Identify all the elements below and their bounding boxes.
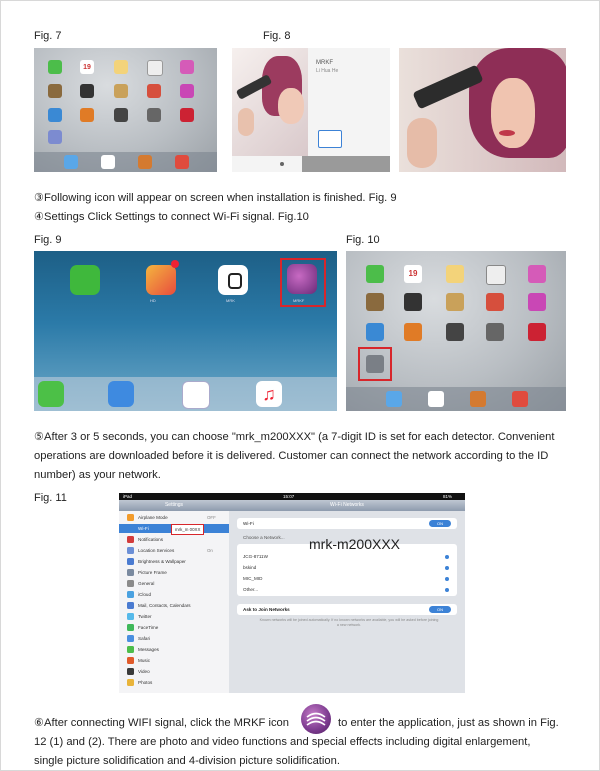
- dock: [34, 377, 337, 411]
- photos-dock-icon: [470, 391, 486, 407]
- settings-item-label: Music: [138, 658, 150, 663]
- network-row[interactable]: [243, 552, 451, 562]
- videos-app-icon: [404, 293, 422, 311]
- settings-item-value: mrk_m 00XX: [171, 524, 204, 535]
- network-row[interactable]: [243, 563, 451, 573]
- settings-item-icon: [127, 657, 134, 664]
- settings-item[interactable]: [127, 601, 191, 610]
- mrkf-app-name: MRKF: [316, 60, 333, 66]
- settings-gear-icon: [48, 130, 62, 144]
- settings-item-icon: [127, 591, 134, 598]
- contacts-app-icon: [446, 293, 464, 311]
- bottom-bar: [302, 156, 390, 172]
- settings-item-label: General: [138, 581, 155, 586]
- step5-line3: number) as your network.: [34, 469, 161, 481]
- settings-item-label: Video: [138, 669, 150, 674]
- settings-item[interactable]: [127, 590, 151, 599]
- videos-app-icon: [80, 84, 94, 98]
- messages-app-icon: [366, 265, 384, 283]
- step6-part2: to enter the application, just as shown in Fig.: [338, 717, 559, 729]
- wechat-app-icon: [70, 265, 100, 295]
- page-dot: [280, 162, 284, 166]
- settings-item[interactable]: [127, 568, 167, 577]
- settings-item-icon: [127, 679, 134, 686]
- fig8-promo-photo: [399, 48, 566, 172]
- settings-item-icon: [127, 514, 134, 521]
- settings-item-icon: [127, 613, 134, 620]
- settings-item[interactable]: [127, 623, 158, 632]
- fig9-label: Fig. 9: [34, 234, 62, 246]
- clock-app-icon: [486, 323, 504, 341]
- settings-item-icon: [127, 580, 134, 587]
- status-time: 15:07: [283, 494, 295, 499]
- settings-item-icon: [127, 547, 134, 554]
- settings-item-label: Twitter: [138, 614, 152, 619]
- fig8-label: Fig. 8: [263, 30, 291, 42]
- settings-item-label: Safari: [138, 636, 151, 641]
- mrkf-wave-icon: [301, 704, 331, 734]
- itunes-app-icon: [147, 84, 161, 98]
- dock: [34, 152, 217, 172]
- notes-app-icon: [446, 265, 464, 283]
- wifi-toggle-row[interactable]: [237, 518, 457, 529]
- step6-line3: single picture solidification and 4-division picture solidification.: [34, 755, 340, 767]
- facetime-app-icon: [366, 323, 384, 341]
- choose-network-label: Choose a Network...: [243, 535, 285, 540]
- settings-item-icon: [127, 668, 134, 675]
- ibooks-app-icon: [404, 323, 422, 341]
- settings-item[interactable]: [127, 634, 150, 643]
- settings-item-label: FaceTime: [138, 625, 159, 630]
- sidebar-title: Settings: [119, 500, 229, 511]
- microscope-icon: [228, 273, 242, 289]
- face-shape: [491, 78, 535, 148]
- network-info-icon[interactable]: [445, 588, 449, 592]
- face-shape: [278, 88, 304, 124]
- camera-app-icon: [446, 323, 464, 341]
- get-app-button[interactable]: [318, 130, 342, 148]
- wifi-networks-pane: [229, 500, 465, 693]
- music-dock-icon: ♫: [256, 381, 282, 407]
- status-bar: [119, 493, 465, 500]
- itunes-app-icon: [486, 293, 504, 311]
- settings-item-label: Picture Frame: [138, 570, 167, 575]
- music-dock-icon: [175, 155, 189, 169]
- step5-line2: operations are downloaded before it is delivered. Customer can connect the network according to the ID: [34, 450, 549, 462]
- settings-item-label: Wi-Fi: [138, 526, 149, 531]
- network-name: Other...: [243, 587, 259, 592]
- mrkf-app-caption: MRKF: [293, 298, 305, 303]
- step5-line1: ⑤After 3 or 5 seconds, you can choose "mrk_m200XXX" (a 7-digit ID is set for each detector. Convenient: [34, 431, 555, 443]
- settings-item-icon: [127, 536, 134, 543]
- network-row[interactable]: [243, 574, 451, 584]
- settings-item[interactable]: [127, 535, 163, 544]
- network-id-overlay: mrk-m200XXX: [309, 536, 401, 552]
- settings-item-icon: [127, 624, 134, 631]
- network-info-icon[interactable]: [445, 566, 449, 570]
- network-name: JCG-8711W: [243, 554, 268, 559]
- network-info-icon[interactable]: [445, 555, 449, 559]
- mrkf-app-developer: Li Hua He: [316, 68, 339, 74]
- app-icon: [528, 323, 546, 341]
- settings-item-icon: [127, 602, 134, 609]
- mrk-app-icon: [218, 265, 248, 295]
- settings-item-value: On: [207, 548, 213, 553]
- photobooth-app-icon: [180, 84, 194, 98]
- lips-shape: [499, 130, 515, 136]
- fig7-label: Fig. 7: [34, 30, 62, 42]
- hd-app-icon: [146, 265, 176, 295]
- status-battery: 81%: [443, 494, 453, 499]
- fig7-ipad-homescreen: [34, 48, 217, 172]
- settings-item[interactable]: [127, 656, 150, 665]
- settings-item-icon: [127, 646, 134, 653]
- notification-badge: [171, 260, 179, 268]
- settings-item-icon: [127, 525, 134, 532]
- newsstand-app-icon: [366, 293, 384, 311]
- wifi-pane-title: Wi-Fi Networks: [229, 500, 465, 511]
- settings-item-label: Notifications: [138, 537, 164, 542]
- settings-item-label: Messages: [138, 647, 159, 652]
- fig9-ipad-homescreen: [34, 251, 337, 411]
- mail-dock-icon: [64, 155, 78, 169]
- step6-part1: ⑥After connecting WIFI signal, click the MRKF icon: [34, 717, 289, 729]
- step3-text: ③Following icon will appear on screen when installation is finished. Fig. 9: [34, 192, 397, 204]
- settings-item-label: Airplane Mode: [138, 515, 168, 520]
- settings-sidebar: [119, 500, 230, 693]
- fig11-wifi-settings: [119, 493, 465, 693]
- ask-to-join-note: Known networks will be joined automatically. If no known networks are available, you will be asked before joining a new network.: [259, 618, 439, 627]
- settings-highlight-box: [358, 347, 392, 381]
- dock: [346, 387, 566, 411]
- settings-item[interactable]: [127, 557, 186, 566]
- mrkf-promo-image: [232, 48, 308, 156]
- app-icon: [180, 108, 194, 122]
- ask-to-join-row[interactable]: [237, 604, 457, 615]
- facetime-app-icon: [48, 108, 62, 122]
- ask-to-join-toggle[interactable]: ON: [429, 606, 451, 613]
- wifi-toggle[interactable]: ON: [429, 520, 451, 527]
- settings-item[interactable]: [127, 612, 152, 621]
- calendar-app-icon: 19: [80, 60, 94, 74]
- step6-line2: 12 (1) and (2). There are photo and video functions and special effects including digital enlargement,: [34, 736, 531, 748]
- game-center-app-icon: [180, 60, 194, 74]
- network-name: bskind: [243, 565, 257, 570]
- settings-item-icon: [127, 558, 134, 565]
- reminders-app-icon: [147, 60, 163, 76]
- network-info-icon[interactable]: [445, 577, 449, 581]
- settings-app-icon: [147, 108, 161, 122]
- safari-dock-icon: [428, 391, 444, 407]
- wifi-label: Wi-Fi: [243, 521, 254, 526]
- network-row[interactable]: [243, 585, 451, 595]
- settings-item-label: Location Services: [138, 548, 175, 553]
- settings-item[interactable]: [127, 678, 152, 687]
- settings-item[interactable]: [127, 513, 168, 522]
- mail-dock-icon: [108, 381, 134, 407]
- reminders-app-icon: [486, 265, 506, 285]
- mrkf-app-icon: [301, 704, 331, 734]
- settings-item-label: Photos: [138, 680, 153, 685]
- fig10-label: Fig. 10: [346, 234, 380, 246]
- settings-item[interactable]: [127, 579, 154, 588]
- settings-item[interactable]: [127, 546, 174, 555]
- music-dock-icon: [512, 391, 528, 407]
- settings-item-value: OFF: [207, 515, 216, 520]
- fig11-label: Fig. 11: [34, 492, 67, 504]
- network-name: MIC_MID: [243, 576, 263, 581]
- settings-item-label: iCloud: [138, 592, 152, 597]
- camera-app-icon: [114, 108, 128, 122]
- hand-shape: [238, 108, 254, 136]
- safari-dock-icon: [101, 155, 115, 169]
- hd-app-caption: HD: [150, 298, 156, 303]
- settings-item-label: Brightness & Wallpaper: [138, 559, 186, 564]
- settings-item[interactable]: [127, 645, 159, 654]
- hand-shape: [407, 118, 437, 168]
- newsstand-app-icon: [48, 84, 62, 98]
- mrk-app-caption: MRK: [226, 298, 235, 303]
- fig8-app-store-page: [232, 48, 390, 172]
- photos-dock-icon: [138, 155, 152, 169]
- mail-dock-icon: [386, 391, 402, 407]
- contacts-app-icon: [114, 84, 128, 98]
- step4-text: ④Settings Click Settings to connect Wi-Fi signal. Fig.10: [34, 211, 309, 223]
- messages-app-icon: [48, 60, 62, 74]
- settings-item-icon: [127, 635, 134, 642]
- notes-app-icon: [114, 60, 128, 74]
- safari-dock-icon: [182, 381, 210, 409]
- status-carrier: iPad: [123, 494, 133, 499]
- messages-dock-icon: [38, 381, 64, 407]
- ibooks-app-icon: [80, 108, 94, 122]
- ask-to-join-label: Ask to Join Networks: [243, 607, 290, 612]
- settings-item[interactable]: [127, 667, 150, 676]
- settings-item-icon: [127, 569, 134, 576]
- fig10-ipad-homescreen: [346, 251, 566, 411]
- calendar-app-icon: 19: [404, 265, 422, 283]
- settings-item-label: Mail, Contacts, Calendars: [138, 603, 191, 608]
- game-center-app-icon: [528, 265, 546, 283]
- photobooth-app-icon: [528, 293, 546, 311]
